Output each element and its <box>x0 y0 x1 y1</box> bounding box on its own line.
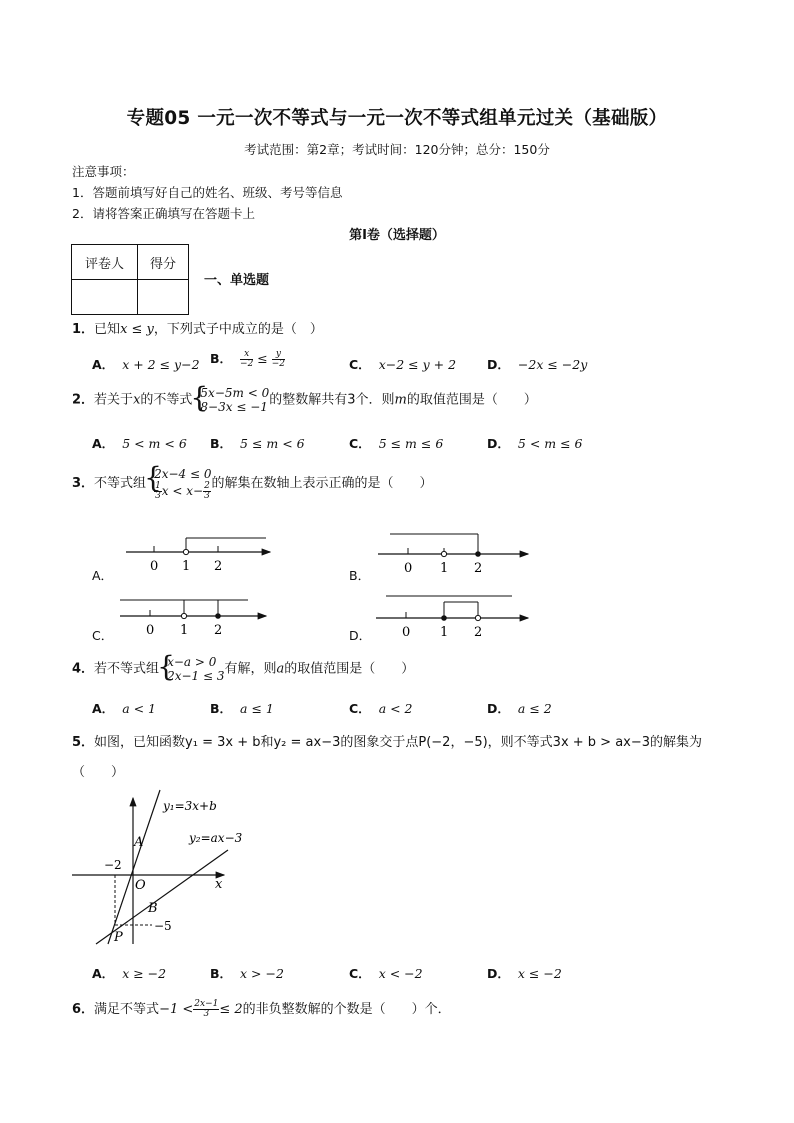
tick-label: 1 <box>182 559 191 574</box>
q4-text: 有解，则 <box>224 661 277 677</box>
closed-point <box>475 551 481 557</box>
option-relation: ≤ <box>253 351 272 366</box>
open-point <box>183 549 188 554</box>
q2-variable: x <box>133 392 141 408</box>
q6-number: 6． <box>72 1002 95 1017</box>
q4-number: 4． <box>72 661 95 677</box>
fraction-denominator: 3 <box>155 491 161 501</box>
tick-label: 2 <box>214 559 223 574</box>
line-y2-label: y₂=ax−3 <box>189 831 243 845</box>
tick-label: 0 <box>150 559 159 574</box>
system-line-2: 2x−1 ≤ 3 <box>167 669 225 683</box>
q4-option-d[interactable] <box>487 699 552 717</box>
fraction-numerator: 2 <box>204 481 210 491</box>
point-p-label: P <box>114 930 123 945</box>
option-label: A． <box>92 436 115 451</box>
system-line-2: 8−3x ≤ −1 <box>200 400 268 414</box>
option-text: x + 2 ≤ y−2 <box>122 357 200 372</box>
question-6 <box>72 998 451 1019</box>
q5-function-graph <box>72 790 243 945</box>
option-label: C． <box>349 357 371 372</box>
x-tick-label: −2 <box>104 858 122 872</box>
option-label: D． <box>487 436 510 451</box>
q5-option-c[interactable] <box>349 964 423 982</box>
q2-text: 个．则 <box>355 392 395 408</box>
tick-label: 1 <box>440 561 449 576</box>
option-label: D． <box>487 357 510 372</box>
q1-suffix: ，下列式子中成立的是（ ） <box>153 322 323 337</box>
q2-count: 3 <box>347 392 356 408</box>
option-text: −2x ≤ −2y <box>517 357 588 372</box>
option-text: a ≤ 1 <box>240 701 274 716</box>
fraction <box>193 1000 219 1019</box>
q4-inequality-system <box>159 655 224 683</box>
system-text: x < x− <box>161 484 204 498</box>
q1-number: 1． <box>72 322 95 337</box>
system-line-1: { x−a > 0 <box>167 655 217 669</box>
fraction-numerator: 2x−1 <box>194 999 219 1009</box>
question-4 <box>72 655 414 683</box>
tick-label: 2 <box>214 623 223 638</box>
section-title: 一、单选题 <box>204 273 270 288</box>
system-line-1: { 2x−4 ≤ 0 <box>154 467 212 481</box>
closed-point <box>441 615 447 621</box>
option-label: A． <box>92 357 115 372</box>
option-label: B． <box>210 351 233 366</box>
exam-info: 考试范围：第2章；考试时间：120分钟；总分：150分 <box>244 142 550 157</box>
q5-option-b[interactable] <box>210 964 284 982</box>
fraction-numerator: 1 <box>155 481 161 491</box>
option-label: C． <box>349 436 371 451</box>
q2-text: 的取值范围是（ ） <box>406 392 537 408</box>
tick-label: 2 <box>474 561 483 576</box>
q2-text: 的整数解共有 <box>269 392 348 408</box>
q2-text: 若关于 <box>94 392 134 408</box>
option-label: A． <box>92 701 115 716</box>
q3-option-a-label[interactable]: A． <box>92 568 114 583</box>
volume-title: 第I卷（选择题） <box>349 228 445 243</box>
fraction-denominator: 3 <box>204 491 210 501</box>
q4-text: 的取值范围是（ ） <box>284 661 415 677</box>
fraction-numerator: y <box>272 350 285 360</box>
open-point <box>181 613 186 618</box>
option-text: a ≤ 2 <box>517 701 552 716</box>
page-title: 专题05 一元一次不等式与一元一次不等式组单元过关（基础版） <box>126 108 668 129</box>
tick-label: 0 <box>146 623 155 638</box>
q3-option-c-label[interactable]: C． <box>92 628 114 643</box>
option-text: x−2 ≤ y + 2 <box>378 357 457 372</box>
q4-variable: a <box>276 661 285 677</box>
option-text: x ≤ −2 <box>517 966 562 981</box>
score-table-header-grader: 评卷人 <box>72 245 138 280</box>
option-text: 5 ≤ m ≤ 6 <box>378 436 444 451</box>
option-text: x < −2 <box>378 966 423 981</box>
open-point <box>475 615 480 620</box>
score-table-header-score: 得分 <box>138 245 189 280</box>
option-label: D． <box>487 701 510 716</box>
q2-number: 2． <box>72 392 95 408</box>
q5-text-line-2: （ ） <box>72 765 125 780</box>
option-label: B． <box>210 966 233 981</box>
option-text: x ≥ −2 <box>122 966 167 981</box>
line-y1-label: y₁=3x+b <box>163 799 217 813</box>
point-a-label: A <box>134 835 144 850</box>
q1-prefix: 已知 <box>94 322 121 337</box>
notice-heading: 注意事项： <box>72 164 135 179</box>
tick-label: 0 <box>404 561 413 576</box>
option-label: B． <box>210 701 233 716</box>
option-text: a < 1 <box>122 701 157 716</box>
q3-number: 3． <box>72 476 95 491</box>
option-text: a < 2 <box>378 701 413 716</box>
y-tick-label: −5 <box>154 919 172 933</box>
q6-text: 满足不等式 <box>94 1002 160 1017</box>
q6-text: 的非负整数解的个数是（ ）个． <box>242 1002 451 1017</box>
q4-text: 若不等式组 <box>94 661 160 677</box>
origin-label: O <box>135 878 146 893</box>
tick-label: 2 <box>474 625 483 640</box>
notice-item-2: 2．请将答案正确填写在答题卡上 <box>72 206 255 221</box>
fraction-numerator: x <box>240 350 253 360</box>
q3-text: 不等式组 <box>94 476 147 491</box>
question-5 <box>72 731 702 750</box>
fraction-denominator: 3 <box>203 1009 210 1019</box>
q5-option-d[interactable] <box>487 964 562 982</box>
option-label: C． <box>349 966 371 981</box>
q3-option-b-label[interactable]: B． <box>349 568 371 583</box>
tick-label: 0 <box>402 625 411 640</box>
number-line-b <box>378 534 528 576</box>
fraction-denominator: −2 <box>271 359 286 369</box>
q1-condition: x ≤ y <box>120 322 154 337</box>
option-label: D． <box>487 966 510 981</box>
q3-option-d-label[interactable]: D． <box>349 628 372 643</box>
q3-text: 的解集在数轴上表示正确的是（ ） <box>211 476 433 491</box>
point-b-label: B <box>148 901 158 916</box>
q4-option-b[interactable] <box>210 699 274 717</box>
q5-number: 5． <box>72 735 95 750</box>
option-text: 5 ≤ m < 6 <box>240 436 305 451</box>
system-line-1: { 5x−5m < 0 <box>200 386 270 400</box>
number-line-c <box>120 600 266 638</box>
option-label: A． <box>92 966 115 981</box>
tick-label: 1 <box>440 625 449 640</box>
option-label: C． <box>349 701 371 716</box>
x-axis-label: x <box>215 877 223 892</box>
q4-option-a[interactable] <box>92 699 156 717</box>
open-point <box>441 551 446 556</box>
q5-option-a[interactable] <box>92 964 166 982</box>
q2-text: 的不等式 <box>140 392 193 408</box>
number-line-d <box>376 596 528 640</box>
closed-point <box>215 613 221 619</box>
q6-right-bound: ≤ 2 <box>219 1002 243 1017</box>
option-text: 5 < m < 6 <box>122 436 187 451</box>
option-label: B． <box>210 436 233 451</box>
option-text: x > −2 <box>240 966 284 981</box>
number-line-a <box>126 538 270 574</box>
q4-option-c[interactable] <box>349 699 413 717</box>
option-text: 5 < m ≤ 6 <box>517 436 583 451</box>
q2-variable: m <box>394 392 407 408</box>
q5-text-line-1: 如图，已知函数y₁ = 3x + b和y₂ = ax−3的图象交于点P(−2，−5)，则不等式3x + b > ax−3的解集为 <box>94 735 703 750</box>
tick-label: 1 <box>180 623 189 638</box>
fraction-denominator: −2 <box>240 359 254 369</box>
q6-left-bound: −1 < <box>159 1002 194 1017</box>
notice-item-1: 1．答题前填写好自己的姓名、班级、考号等信息 <box>72 185 343 200</box>
